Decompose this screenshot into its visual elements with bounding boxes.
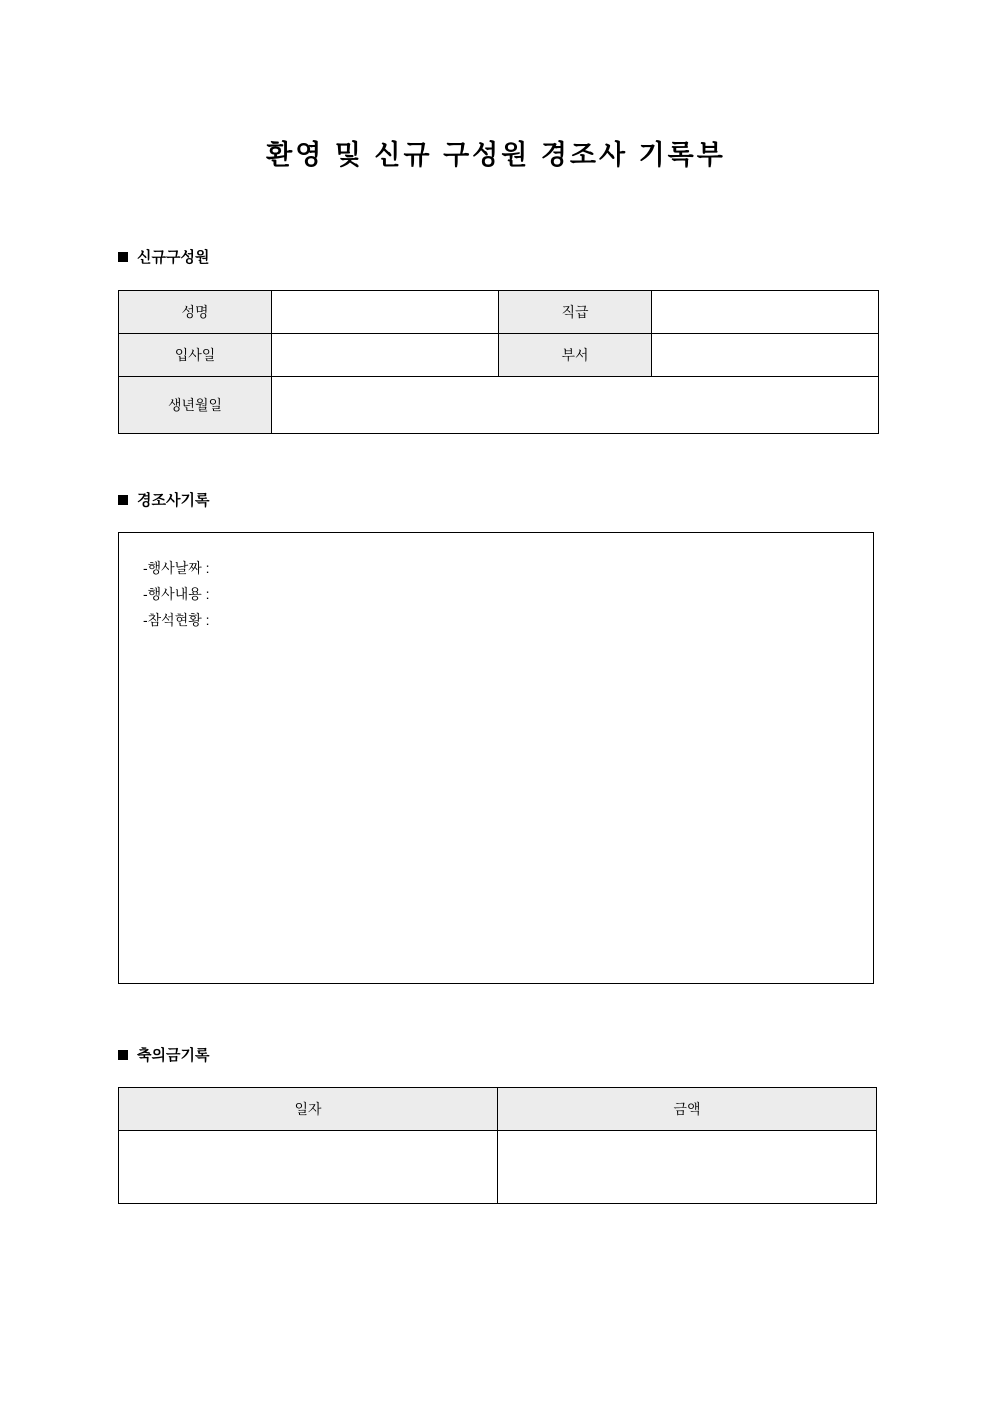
event-record-line-content: -행사내용 : bbox=[143, 586, 210, 602]
field-label-department: 부서 bbox=[499, 334, 652, 377]
new-member-table bbox=[118, 290, 879, 434]
field-label-name: 성명 bbox=[119, 291, 272, 334]
field-value-join-date[interactable] bbox=[272, 334, 499, 377]
table-row bbox=[119, 377, 879, 434]
field-value-department[interactable] bbox=[652, 334, 879, 377]
field-label-join-date: 입사일 bbox=[119, 334, 272, 377]
section-heading-new-member bbox=[118, 246, 992, 267]
column-header-amount: 금액 bbox=[498, 1088, 877, 1131]
section-heading-congrat-money-label: 축의금기록 bbox=[137, 1047, 210, 1064]
field-label-rank: 직급 bbox=[499, 291, 652, 334]
cell-amount[interactable] bbox=[498, 1131, 877, 1204]
bullet-square-icon bbox=[118, 1050, 128, 1060]
event-record-textarea[interactable] bbox=[118, 532, 874, 984]
section-heading-event-record-label: 경조사기록 bbox=[137, 492, 210, 509]
bullet-square-icon bbox=[118, 252, 128, 262]
table-header-row bbox=[119, 1088, 877, 1131]
section-heading-congrat-money bbox=[118, 1044, 992, 1065]
section-heading-new-member-label: 신규구성원 bbox=[137, 249, 210, 266]
congrat-money-table bbox=[118, 1087, 877, 1204]
column-header-date: 일자 bbox=[119, 1088, 498, 1131]
table-row bbox=[119, 334, 879, 377]
field-value-birthdate[interactable] bbox=[272, 377, 879, 434]
bullet-square-icon bbox=[118, 495, 128, 505]
section-heading-event-record bbox=[118, 489, 992, 510]
field-label-birthdate: 생년월일 bbox=[119, 377, 272, 434]
table-row bbox=[119, 1131, 877, 1204]
event-record-line-attendance: -참석현황 : bbox=[143, 612, 210, 628]
page-title: 환영 및 신규 구성원 경조사 기록부 bbox=[266, 140, 726, 170]
cell-date[interactable] bbox=[119, 1131, 498, 1204]
table-row bbox=[119, 291, 879, 334]
field-value-name[interactable] bbox=[272, 291, 499, 334]
event-record-line-date: -행사날짜 : bbox=[143, 560, 210, 576]
field-value-rank[interactable] bbox=[652, 291, 879, 334]
